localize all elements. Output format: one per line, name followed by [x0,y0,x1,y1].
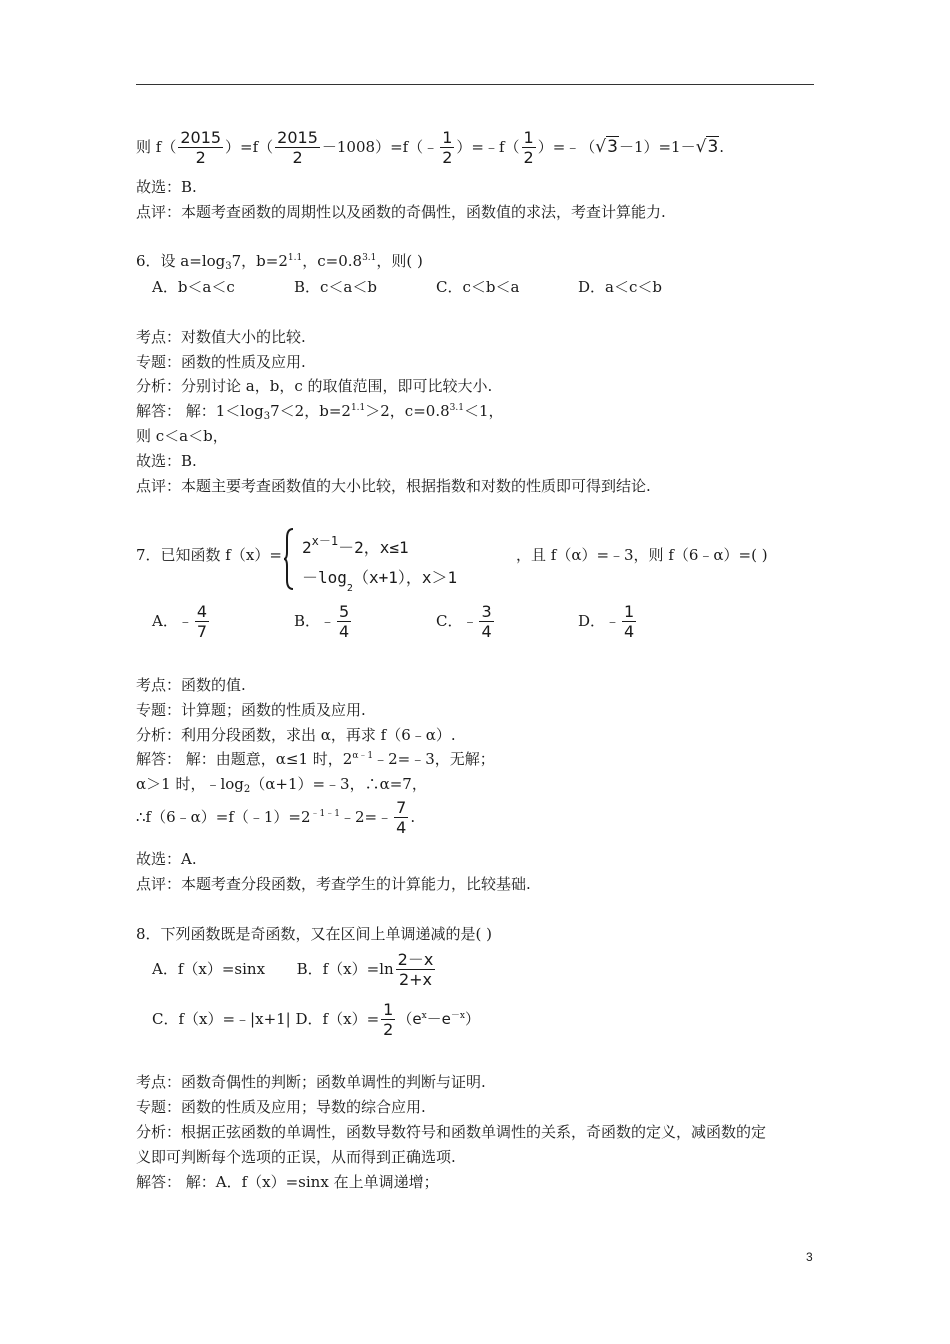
q7-comment: 点评：本题考查分段函数，考查学生的计算能力，比较基础. [136,875,531,893]
sqrt-expression: √3 [695,137,719,157]
q7-option-a[interactable]: A．﹣ $\frac{4}{7}$ [152,602,208,641]
q7-option-b[interactable]: B．﹣ $\frac{5}{4}$ [294,602,350,641]
q7-jieda-1: 解答： 解：由题意，α≤1 时，$2^{\alpha﹣1}﹣2=﹣3$，无解； [136,750,495,768]
q7-option-d[interactable]: D．﹣ $\frac{1}{4}$ [578,602,635,641]
q8-stem: 8．下列函数既是奇函数，又在区间上单调递减的是( ) [136,925,493,943]
q6-option-c[interactable]: C．c＜b＜a [436,278,520,296]
q6-jieda: 解答： 解：$1<\log_37<2$，$b=2^{1.1}>2$，$c=0.8^{3.1}<1$， [136,402,504,422]
q7-options [152,604,720,640]
q5-comment: 点评：本题考查函数的周期性以及函数的奇偶性，函数值的求法，考查计算能力. [136,203,666,221]
q7-stem-lead: 7．已知函数 f（x）= [136,546,282,564]
fraction: $\frac{1}{2}$ [442,128,453,167]
fraction: $\frac{2015}{2}$ [180,128,222,167]
q6-conclusion: 则 c＜a＜b， [136,427,228,445]
q8-option-c[interactable]: C．f（x）=﹣|x+1| [152,1010,291,1028]
fraction: $\frac{2015}{2}$ [277,128,318,167]
q6-answer: 故选：B. [136,452,197,470]
piecewise-brace [284,528,294,590]
page-number: 3 [806,1250,813,1264]
q7-jieda-2: α＞1 时，$﹣\log_2(\alpha+1)=﹣3$，∴α=7， [136,775,427,795]
q8-options-row-2 [152,1002,480,1038]
q8-kaodian: 考点：函数奇偶性的判断；函数单调性的判断与证明. [136,1073,486,1091]
q8-fenxi-2: 义即可判断每个选项的正误，从而得到正确选项. [136,1148,456,1166]
q6-fenxi: 分析：分别讨论 a，b，c 的取值范围，即可比较大小. [136,377,493,395]
q7-option-c[interactable]: C．﹣ $\frac{3}{4}$ [436,602,492,641]
q6-zhuanti: 专题：函数的性质及应用. [136,353,306,371]
fraction: $\frac{1}{2}$ [523,128,534,167]
q6-kaodian: 考点：对数值大小的比较. [136,328,306,346]
q6-option-b[interactable]: B．c＜a＜b [294,278,377,296]
q8-option-a[interactable]: A．f（x）=sinx [152,960,266,978]
q8-jieda: 解答： 解：A．f（x）=sinx 在上单调递增； [136,1173,439,1191]
q6-option-d[interactable]: D．a＜c＜b [578,278,662,296]
q7-stem-tail: ，且 f（α）=﹣3，则 f（6﹣α）=( ) [516,546,768,564]
piecewise-case-1: $2^{x-1}-2$，x≤1 [302,534,409,557]
q8-options-row-1 [152,952,437,988]
q8-fenxi-1: 分析：根据正弦函数的单调性，函数导数符号和函数单调性的关系，奇函数的定义，减函数的定 [136,1123,767,1141]
q5-derivation-line: 则 f（ $\frac{2015}{2}$ ）=f（ $\frac{2015}{2}$ －1008）=f（﹣ $\frac{1}{2}$ ）=﹣f（ $\frac{1}{2}$ ）=﹣（√3－1）=1－√3. [136,128,725,167]
q7-answer: 故选：A. [136,850,197,868]
q6-options [152,280,720,295]
q7-zhuanti: 专题：计算题；函数的性质及应用. [136,701,366,719]
fraction: $\frac{7}{4}$ [396,798,407,837]
q6-comment: 点评：本题主要考查函数值的大小比较，根据指数和对数的性质即可得到结论. [136,477,651,495]
piecewise-case-2: $-\log_2(x+1)$，x＞1 [302,568,458,594]
q6-option-a[interactable]: A．b＜a＜c [152,278,235,296]
header-rule [136,84,814,85]
q7-jieda-3: $\therefore f(6﹣\alpha)=f(﹣1)=2^{﹣1﹣1}﹣2=﹣$ $\frac{7}{4}$ . [136,798,416,837]
q8-option-d[interactable]: D．f（x）= $\frac{1}{2}$ $(e^x-e^{-x})$ [295,1000,480,1039]
sqrt-expression: √3 [595,137,618,157]
q5-answer: 故选：B. [136,178,197,196]
q6-stem: 6．设 $a=\log_37$，$b=2^{1.1}$，$c=0.8^{3.1}$，则( ) [136,252,423,272]
q8-zhuanti: 专题：函数的性质及应用；导数的综合应用. [136,1098,426,1116]
q8-option-b[interactable]: B．f（x）=ln $\frac{2-x}{2+x}$ [296,950,434,989]
q7-kaodian: 考点：函数的值. [136,676,246,694]
q7-fenxi: 分析：利用分段函数，求出 α，再求 f（6﹣α）. [136,726,456,744]
